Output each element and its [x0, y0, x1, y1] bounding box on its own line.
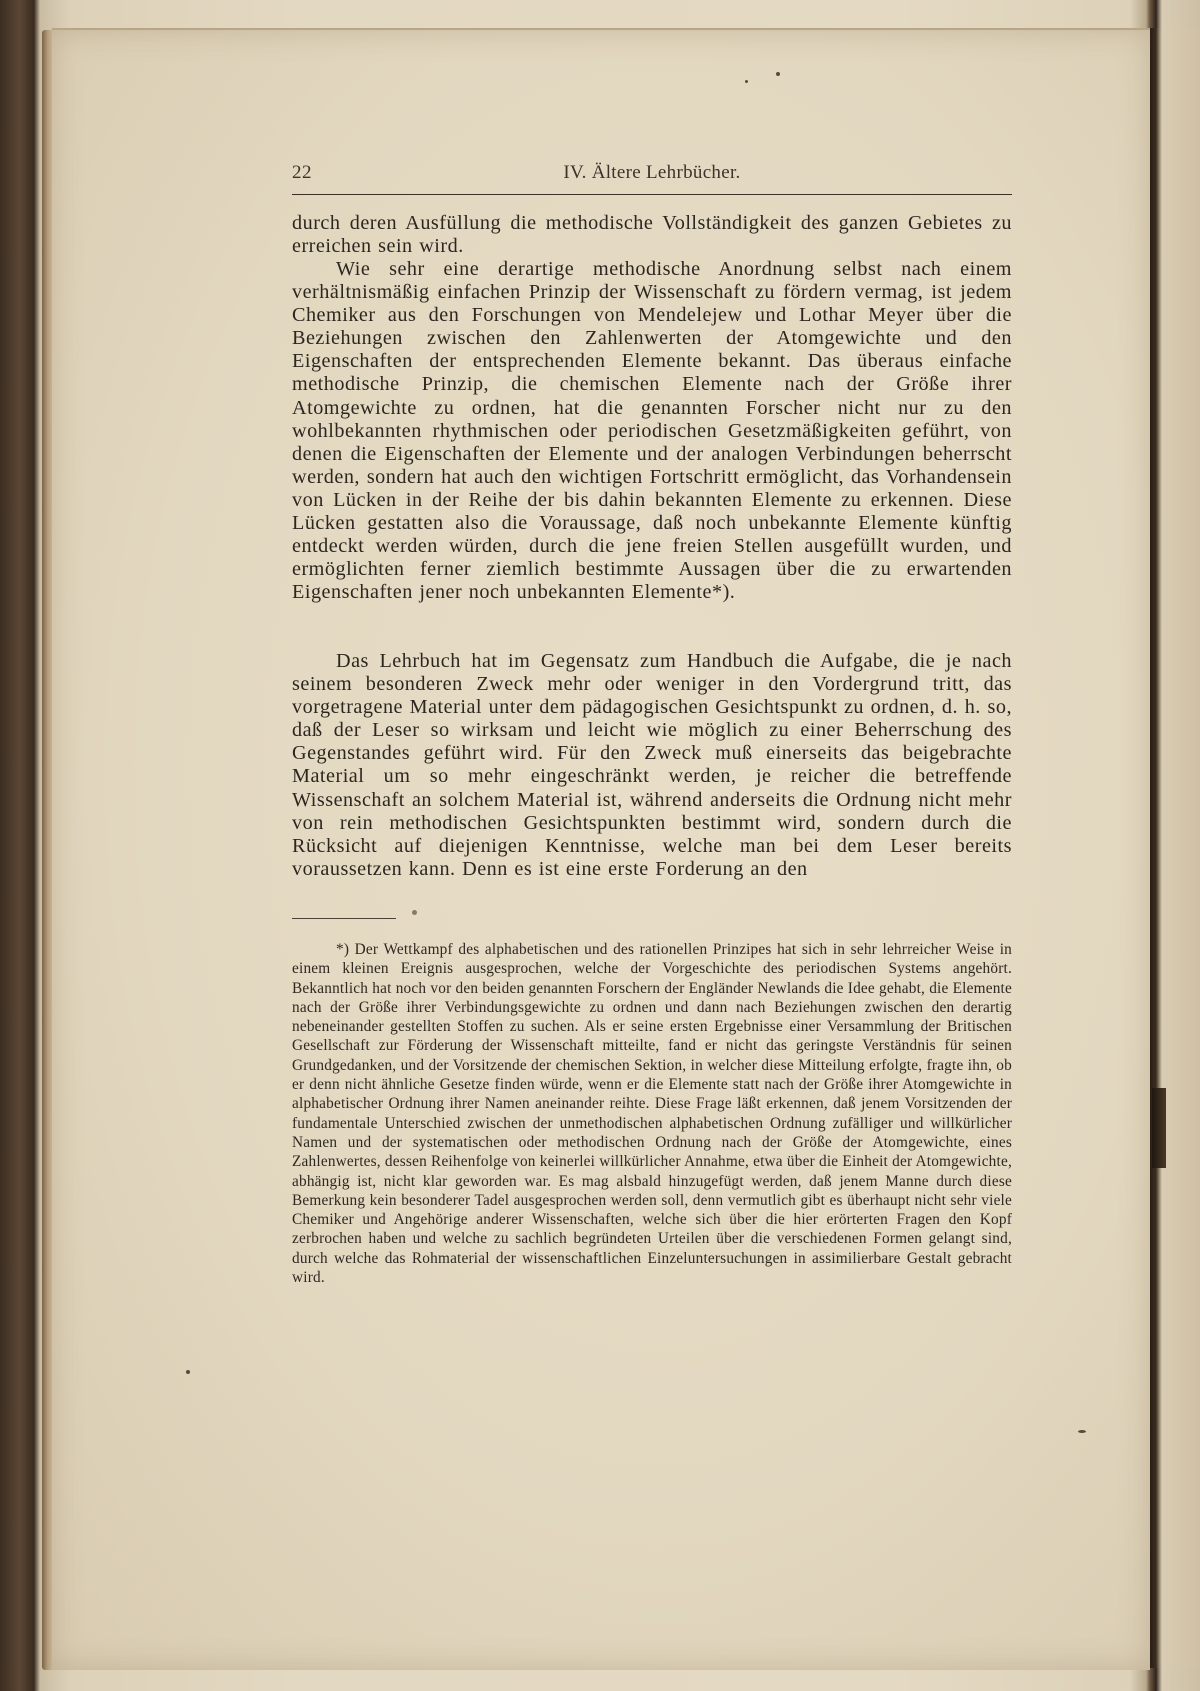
ink-speck	[776, 72, 780, 76]
binding-shadow	[1152, 1088, 1166, 1168]
ink-speck	[745, 80, 748, 83]
ink-speck	[412, 910, 417, 915]
ink-speck	[1078, 1430, 1086, 1433]
body-paragraph: Wie sehr eine derartige methodische Anordnung selbst nach einem verhältnismäßig einfachen Prinzip der Wissenschaft zu fördern vermag, ist jedem Chemiker aus den Forschungen von Mendelejew und Lothar Meyer über die Beziehungen zwischen den Zahlenwerten der Atomgewichte und den Eigenschaften der entsprechenden Elemente bekannt. Das überaus einfache methodische Prinzip, die chemischen Elemente nach der Größe ihrer Atomgewichte zu ordnen, hat die genannten Forscher nicht nur zu den wohlbekannten rhythmischen oder periodischen Gesetzmäßigkeiten geführt, von denen die Eigenschaften der Elemente und der analogen Verbindungen beherrscht werden, sondern hat auch den wichtigen Fortschritt ermöglicht, das Vorhandensein von Lücken in der Reihe der bis dahin bekannten Elemente zu erkennen. Diese Lücken gestatten also die Voraussage, daß noch unbekannte Elemente künftig entdeckt werden würden, durch die jene freien Stellen ausgefüllt wurden, und ermöglichten ferner ziemlich bestimmte Aussagen über die zu erwartenden Eigenschaften jener noch unbekannten Elemente*).	[292, 258, 1012, 604]
page-number: 22	[292, 162, 312, 183]
page-header	[292, 160, 1012, 195]
footnote: *) Der Wettkampf des alphabetischen und des rationellen Prinzipes hat sich in sehr lehrreicher Weise in einem kleinen Ereignis ausgesprochen, welche der Vorgeschichte des periodischen Systems angehört. Bekanntlich hat noch vor den beiden genannten Forschern der Engländer Newlands die Idee gehabt, die Elemente nach der Größe ihrer Verbindungsgewichte zu ordnen und dann nach Beziehungen zwischen den derartig nebeneinander gestellten Stoffen zu suchen. Als er seine ersten Ergebnisse einer Versammlung der Britischen Gesellschaft zur Förderung der Wissenschaft mitteilte, fand er nicht das geringste Verständnis für seinen Grundgedanken, und der Vorsitzende der chemischen Sektion, in welcher diese Mitteilung erfolgte, fragte ihn, ob er denn nicht ähnliche Gesetze finden würde, wenn er die Elemente statt nach der Größe ihrer Atomgewichte in alphabetischer Ordnung ihrer Namen aneinander reihte. Diese Frage läßt erkennen, daß jenem Vorsitzenden der fundamentale Unterschied zwischen der unmethodischen alphabetischen Ordnung zufälliger und willkürlicher Namen und der systematischen oder methodischen Ordnung nach der Größe der Atomgewichte, eines Zahlenwertes, dessen Reihenfolge von keinerlei willkürlicher Annahme, etwa über die Einheit der Atomgewichte, abhängig ist, nicht klar geworden war. Es mag alsbald hinzugefügt werden, daß jenem Manne durch diese Bemerkung kein besonderer Tadel ausgesprochen werden soll, denn vermutlich gibt es überhaupt nicht sehr viele Chemiker und Angehörige anderer Wissenschaften, welche sich über die hier erörterten Fragen den Kopf zerbrochen haben und welche zu sachlich begründeten Urteilen über die verschiedenen Formen gelangt sind, durch welche das Rohmaterial der wissenschaftlichen Einzeluntersuchungen in assimilierbare Gestalt gebracht wird.	[292, 941, 1012, 1287]
running-head: IV. Ältere Lehrbücher.	[563, 162, 741, 183]
footnote-rule	[292, 918, 396, 919]
body-paragraph: Das Lehrbuch hat im Gegensatz zum Handbuch die Aufgabe, die je nach seinem besonderen Zweck mehr oder weniger in den Vordergrund tritt, das vorgetragene Material unter dem pädagogischen Gesichtspunkt zu ordnen, d. h. so, daß der Leser so wirksam und leicht wie möglich zu einer Beherrschung des Gegenstandes geführt wird. Für den Zweck muß einerseits das beigebrachte Material um so mehr eingeschränkt werden, je reicher die betreffende Wissenschaft an solchem Material ist, während anderseits die Ordnung nicht mehr von rein methodischen Gesichtspunkten bestimmt wird, sondern durch die Rücksicht auf diejenigen Kenntnisse, welche man bei dem Leser bereits voraussetzen kann. Denn es ist eine erste Forderung an den	[292, 650, 1012, 880]
body-paragraph: durch deren Ausfüllung die methodische Vollständigkeit des ganzen Gebietes zu erreichen sein wird.	[292, 212, 1012, 258]
ink-speck	[186, 1370, 190, 1374]
right-page-edge	[1150, 28, 1200, 1668]
